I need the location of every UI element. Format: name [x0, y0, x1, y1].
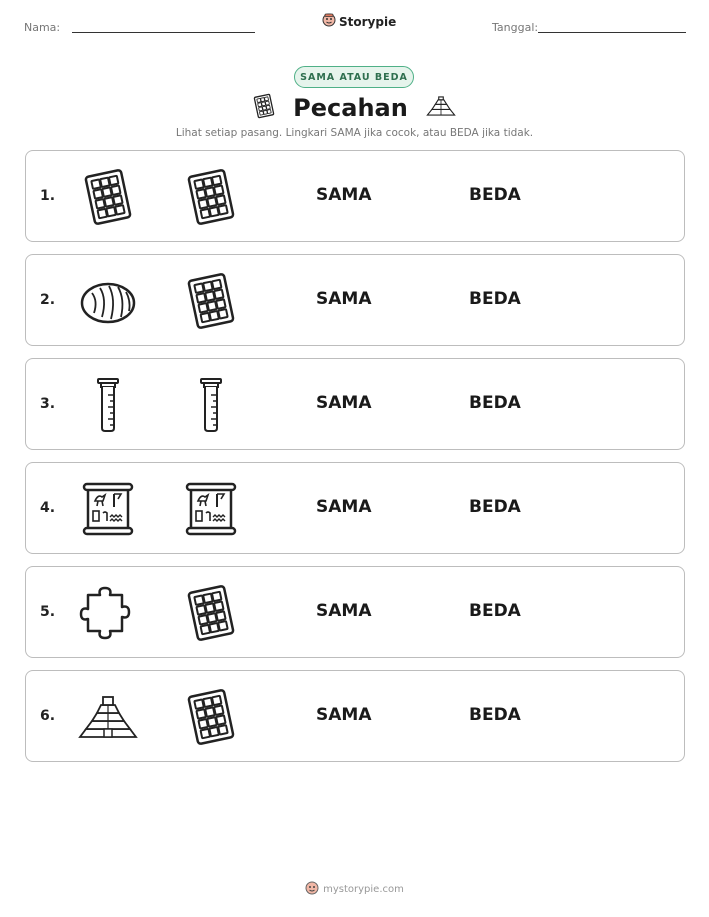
different-option[interactable]: BEDA — [469, 705, 521, 725]
question-number: 4. — [40, 500, 56, 516]
different-option[interactable]: BEDA — [469, 289, 521, 309]
page-title: Pecahan — [293, 94, 408, 122]
title-row — [0, 91, 709, 125]
question-row — [25, 358, 685, 450]
footer — [0, 880, 709, 899]
same-option[interactable]: SAMA — [316, 497, 372, 517]
chocolate-bar-icon — [251, 91, 277, 125]
puzzle-piece-icon — [78, 583, 138, 643]
footer-url[interactable]: mystorypie.com — [323, 884, 404, 895]
worksheet-header — [0, 0, 709, 50]
bread-loaf-icon — [78, 271, 138, 331]
chocolate-bar-icon — [181, 687, 241, 747]
question-row — [25, 670, 685, 762]
question-list — [25, 150, 685, 774]
different-option[interactable]: BEDA — [469, 497, 521, 517]
step-pyramid-icon — [424, 94, 458, 122]
hieroglyph-scroll-icon — [181, 479, 241, 539]
date-label: Tanggal: — [492, 21, 539, 34]
measuring-cylinder-icon — [78, 375, 138, 435]
question-row — [25, 150, 685, 242]
chocolate-bar-icon — [181, 271, 241, 331]
question-row — [25, 462, 685, 554]
name-label: Nama: — [24, 21, 61, 34]
question-number: 5. — [40, 604, 56, 620]
question-row — [25, 566, 685, 658]
same-option[interactable]: SAMA — [316, 289, 372, 309]
chocolate-bar-icon — [181, 583, 241, 643]
question-number: 2. — [40, 292, 56, 308]
question-number: 1. — [40, 188, 56, 204]
same-option[interactable]: SAMA — [316, 185, 372, 205]
question-number: 3. — [40, 396, 56, 412]
chocolate-bar-icon — [181, 167, 241, 227]
different-option[interactable]: BEDA — [469, 393, 521, 413]
step-pyramid-icon — [78, 687, 138, 747]
brand-name: Storypie — [339, 14, 397, 29]
same-option[interactable]: SAMA — [316, 705, 372, 725]
name-input-line[interactable] — [72, 32, 255, 33]
instructions: Lihat setiap pasang. Lingkari SAMA jika cocok, atau BEDA jika tidak. — [175, 127, 534, 139]
question-row — [25, 254, 685, 346]
hieroglyph-scroll-icon — [78, 479, 138, 539]
same-option[interactable]: SAMA — [316, 393, 372, 413]
storypie-logo-icon — [322, 12, 336, 31]
date-input-line[interactable] — [538, 32, 686, 33]
storypie-logo-icon — [305, 880, 319, 899]
question-number: 6. — [40, 708, 56, 724]
chocolate-bar-icon — [78, 167, 138, 227]
different-option[interactable]: BEDA — [469, 185, 521, 205]
same-option[interactable]: SAMA — [316, 601, 372, 621]
brand — [322, 12, 396, 31]
activity-badge: SAMA ATAU BEDA — [294, 66, 414, 88]
different-option[interactable]: BEDA — [469, 601, 521, 621]
measuring-cylinder-icon — [181, 375, 241, 435]
